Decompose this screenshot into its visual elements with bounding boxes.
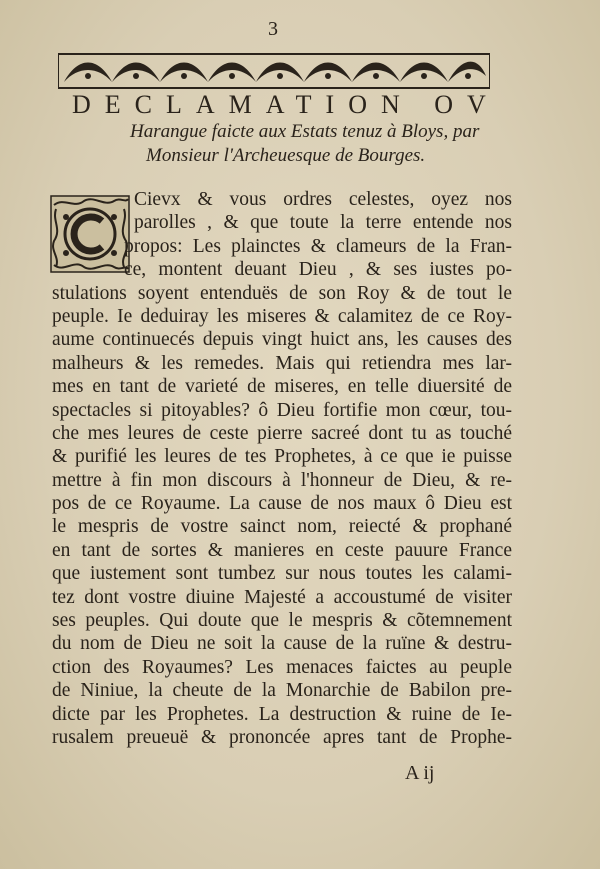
text-line: ction des Royaumes? Les menaces faictes au peuple [52, 656, 512, 678]
text-line: mettre à fin mon discours à l'honneur de Dieu, & re- [52, 469, 512, 491]
signature-mark: A ij [405, 762, 435, 784]
text-line: que iustement sont tumbez sur nous toutes les calami- [52, 563, 512, 585]
subtitle-line-1: Harangue faicte aux Estats tenuz à Bloys, par [130, 121, 480, 142]
text-line: de Niniue, la cheute de la Monarchie de Babilon pre- [52, 680, 512, 702]
text-line: tez dont vostre diuine Majesté a accoustumé de visiter [52, 586, 512, 608]
text-line: le mespris de vostre sainct nom, reiecté & prophané [52, 516, 512, 538]
text-line: en tant de sortes & manieres en ceste pauure France [52, 539, 512, 561]
text-line: parolles , & que toute la terre entende nos [134, 212, 512, 234]
text-line: peuple. Ie deduiray les miseres & calamitez de ce Roy- [52, 305, 512, 327]
text-line: rusalem preueuë & prononcée apres tant de Prophe- [52, 726, 512, 748]
body-text [52, 188, 512, 749]
page-number: 3 [268, 18, 278, 40]
text-line: pos de ce Royaume. La cause de nos maux ô Dieu est [52, 493, 512, 515]
text-line: dicte par les Prophetes. La destruction & ruine de Ie- [52, 703, 512, 725]
subtitle-line-2: Monsieur l'Archeuesque de Bourges. [146, 145, 426, 166]
text-line: propos: Les plainctes & clameurs de la Fran- [124, 235, 512, 257]
text-line: mes en tant de varieté de miseres, en telle diuersité de [52, 376, 512, 398]
text-line: stulations soyent entenduës de son Roy & de tout le [52, 282, 512, 304]
text-line: du nom de Dieu ne soit la cause de la ruïne & destru- [52, 633, 512, 655]
text-line: Cievx & vous ordres celestes, oyez nos [134, 189, 512, 210]
text-line: ce, montent deuant Dieu , & ses iustes po- [124, 259, 512, 281]
text-line: spectacles si pitoyables? ô Dieu fortifie mon cœur, tou- [52, 399, 512, 421]
text-line: che mes leures de ceste pierre sacreé dont tu as touché [52, 422, 512, 444]
floral-vine-border-icon [58, 52, 490, 90]
page-title: DECLAMATION OV [72, 90, 500, 119]
text-line: & purifié les leures de tes Prophetes, à ce que ie puisse [52, 446, 512, 468]
text-line: malheurs & les remedes. Mais qui retiendra mes lar- [52, 352, 512, 374]
text-line: ses peuples. Qui doute que le mespris & cõtemnement [52, 610, 512, 632]
text-line: aume continuecés depuis vingt huict ans, les causes des [52, 329, 512, 351]
